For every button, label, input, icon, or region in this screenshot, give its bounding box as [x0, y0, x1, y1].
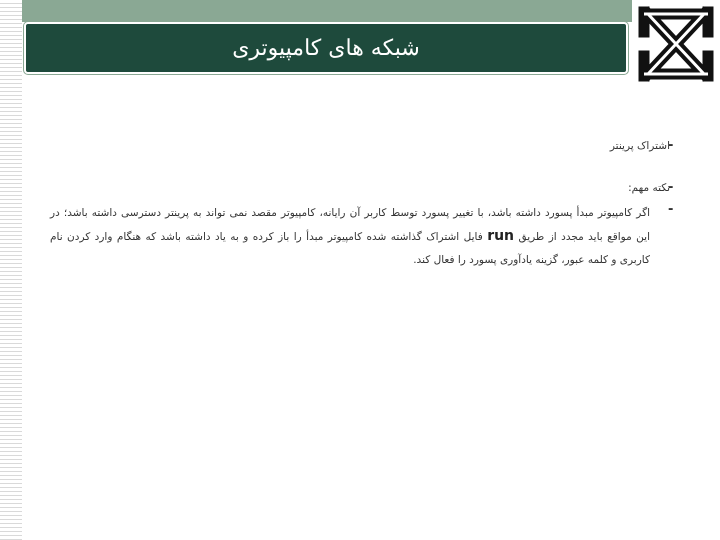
- top-band-decoration: [22, 0, 632, 22]
- title-bar: [24, 22, 628, 74]
- run-keyword: run: [487, 228, 515, 244]
- paragraph-text-before: اگر کامپیوتر مبدأ پسورد داشته باشد، با تغییر پسورد توسط کاربر آن رایانه، کامپیوتر مقصد نمی تواند به پرینتر دسترسی داشته باشد؛ در این مواقع باید مجدد از طریق: [50, 207, 650, 243]
- bullet-text: نکته مهم:: [628, 182, 670, 194]
- interlaced-knot-logo-icon: [636, 4, 716, 84]
- slide-title: شبکه های کامپیوتری: [232, 35, 420, 61]
- dash-bullet-icon: -: [668, 202, 674, 217]
- bullet-paragraph: [50, 202, 650, 272]
- paragraph-text-after: فایل اشتراک گذاشته شده کامپیوتر مبدأ را باز کرده و به یاد داشته باشد که هنگام وارد کردن نام کاربری و کلمه عبور، گزینه یادآوری پسورد را فعال کند.: [50, 231, 650, 266]
- bullet-item: [628, 178, 670, 198]
- bullet-text: اشتراک پرینتر: [609, 140, 670, 152]
- bullet-item: [610, 136, 670, 156]
- dash-bullet-icon: -: [668, 180, 674, 195]
- dash-bullet-icon: -: [668, 138, 674, 153]
- left-stripe-decoration: [0, 0, 22, 540]
- logo: [632, 0, 720, 88]
